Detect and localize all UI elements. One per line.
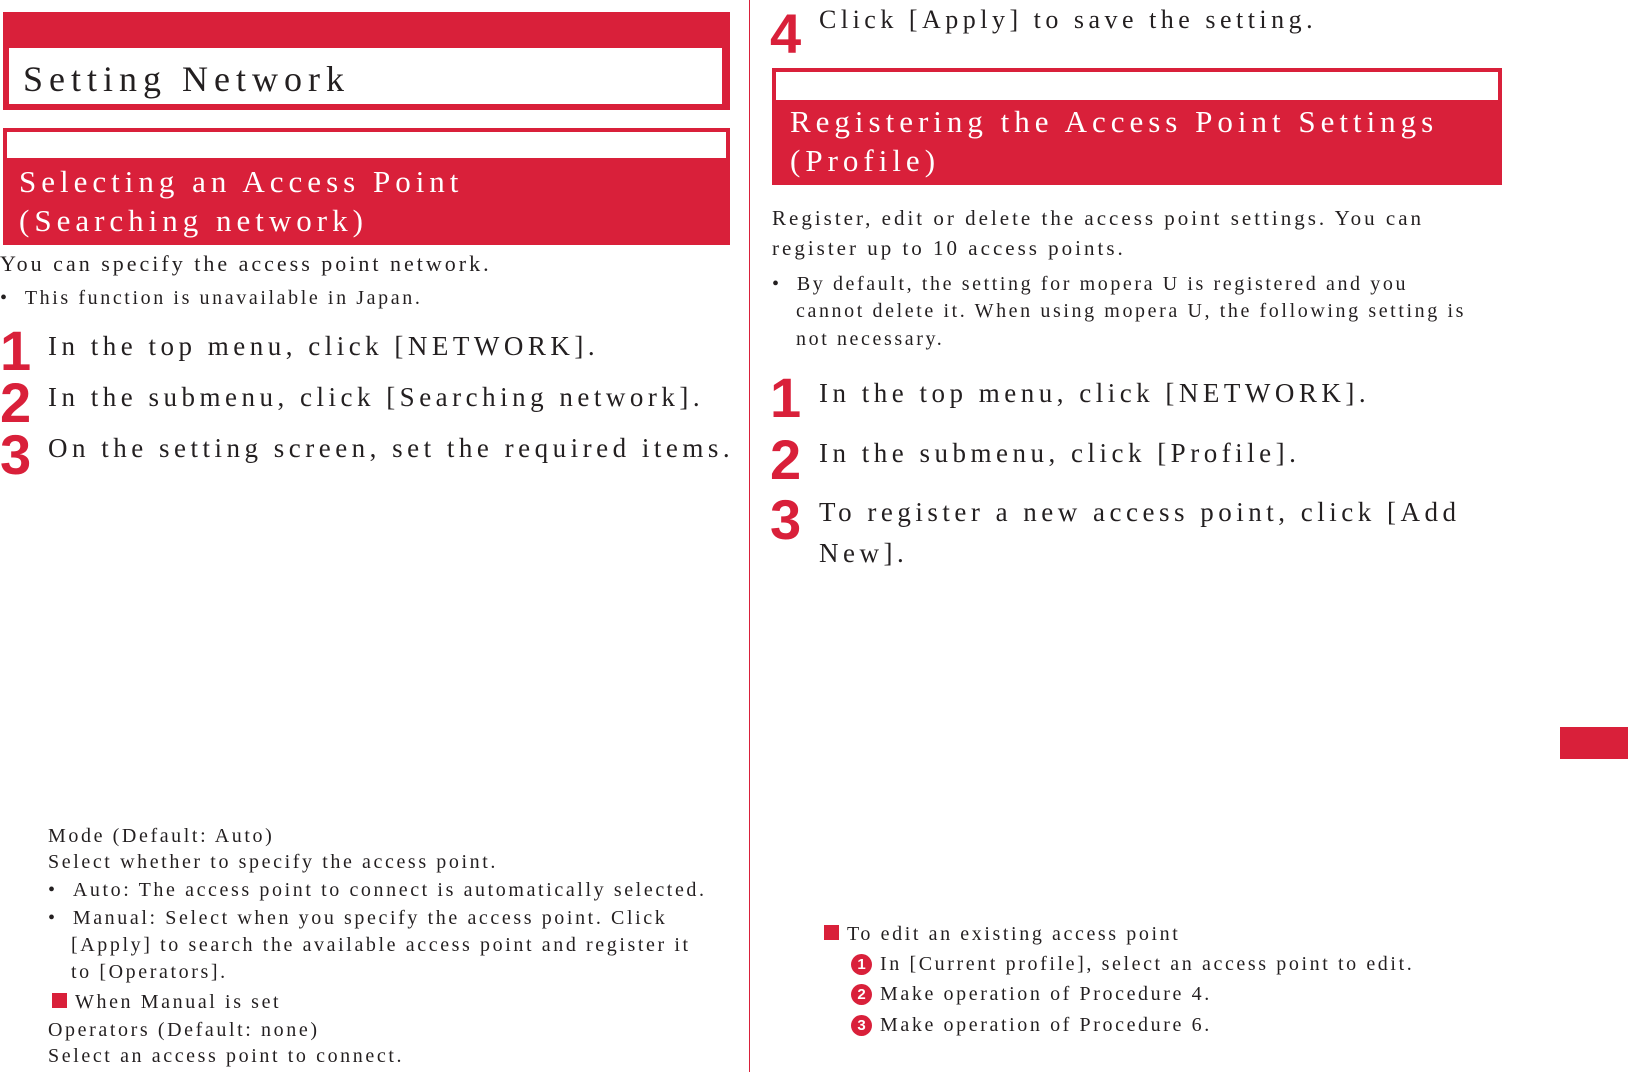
circled-number-icon: 3	[851, 1015, 872, 1036]
red-square-icon	[52, 993, 67, 1008]
bullet: •	[0, 287, 25, 309]
step-text-1: In the top menu, click [NETWORK].	[48, 331, 600, 361]
step-text-1: In the top menu, click [NETWORK].	[819, 378, 1371, 408]
right-note-line2: cannot delete it. When using mopera U, the following setting is	[796, 300, 1466, 322]
section-header-strip	[7, 132, 726, 158]
mode-label: Mode (Default: Auto)	[48, 825, 275, 847]
bullet: •	[48, 879, 73, 901]
edit-step-text: Make operation of Procedure 6.	[880, 1014, 1212, 1036]
mode-desc: Select whether to specify the access point.	[48, 851, 499, 873]
step-text-3-line2: New].	[819, 538, 909, 568]
step-text-2: In the submenu, click [Profile].	[819, 438, 1301, 468]
mode-auto	[48, 876, 707, 904]
right-intro-line1: Register, edit or delete the access point settings. You can	[772, 206, 1425, 230]
page-title-box	[3, 12, 730, 110]
step-text-4: Click [Apply] to save the setting.	[819, 5, 1318, 34]
operators-desc: Select an access point to connect.	[48, 1045, 405, 1067]
step-number-1: 1	[0, 319, 30, 382]
bullet: •	[772, 273, 797, 295]
section-header-selecting-access-point	[3, 128, 730, 245]
manual-heading-text: When Manual is set	[75, 991, 282, 1013]
left-note	[0, 284, 422, 312]
edit-step-text: Make operation of Procedure 4.	[880, 983, 1212, 1005]
column-divider	[749, 0, 750, 1072]
step-text-3-line1: To register a new access point, click [Add	[819, 497, 1461, 527]
edit-step-1	[851, 950, 1414, 978]
page-title-inner	[9, 48, 722, 104]
section-title-line1: Registering the Access Point Settings	[790, 104, 1439, 139]
right-note	[772, 270, 1408, 298]
operators-label: Operators (Default: none)	[48, 1019, 320, 1041]
bullet: •	[48, 907, 73, 929]
step-number-1: 1	[770, 366, 800, 429]
step-text-3: On the setting screen, set the required items.	[48, 433, 735, 463]
section-header-registering-profile	[772, 68, 1502, 185]
left-intro: You can specify the access point network.	[0, 251, 492, 276]
edit-step-3	[851, 1011, 1212, 1039]
step-text-2: In the submenu, click [Searching network].	[48, 382, 705, 412]
circled-number-icon: 1	[851, 954, 872, 975]
edit-step-text: In [Current profile], select an access point to edit.	[880, 953, 1415, 975]
mode-manual-line1: Manual: Select when you specify the access point. Click	[72, 907, 668, 929]
step-number-2: 2	[0, 371, 30, 434]
step-number-4: 4	[770, 2, 800, 65]
chapter-thumb-tab	[1560, 727, 1628, 759]
step-number-2: 2	[770, 428, 800, 491]
edit-step-2	[851, 980, 1212, 1008]
red-square-icon	[824, 925, 839, 940]
mode-manual	[48, 904, 667, 932]
right-note-line1: By default, the setting for mopera U is registered and you	[796, 273, 1409, 295]
circled-number-icon: 2	[851, 984, 872, 1005]
section-header-strip	[776, 72, 1498, 100]
edit-heading	[824, 920, 1180, 948]
right-note-line3: not necessary.	[796, 328, 945, 350]
section-title-line2: (Searching network)	[19, 203, 368, 238]
section-title-line2: (Profile)	[790, 143, 941, 178]
mode-manual-line3: to [Operators].	[71, 961, 228, 983]
page-title: Setting Network	[23, 59, 350, 99]
step-number-3: 3	[770, 488, 800, 551]
mode-auto-text: Auto: The access point to connect is automatically selected.	[72, 879, 707, 901]
edit-heading-text: To edit an existing access point	[847, 923, 1181, 945]
manual-heading	[52, 988, 281, 1016]
mode-manual-line2: [Apply] to search the available access point and register it	[71, 934, 691, 956]
right-intro-line2: register up to 10 access points.	[772, 236, 1126, 260]
step-number-3: 3	[0, 423, 30, 486]
left-note-text: This function is unavailable in Japan.	[24, 287, 423, 309]
section-title-line1: Selecting an Access Point	[19, 164, 464, 199]
